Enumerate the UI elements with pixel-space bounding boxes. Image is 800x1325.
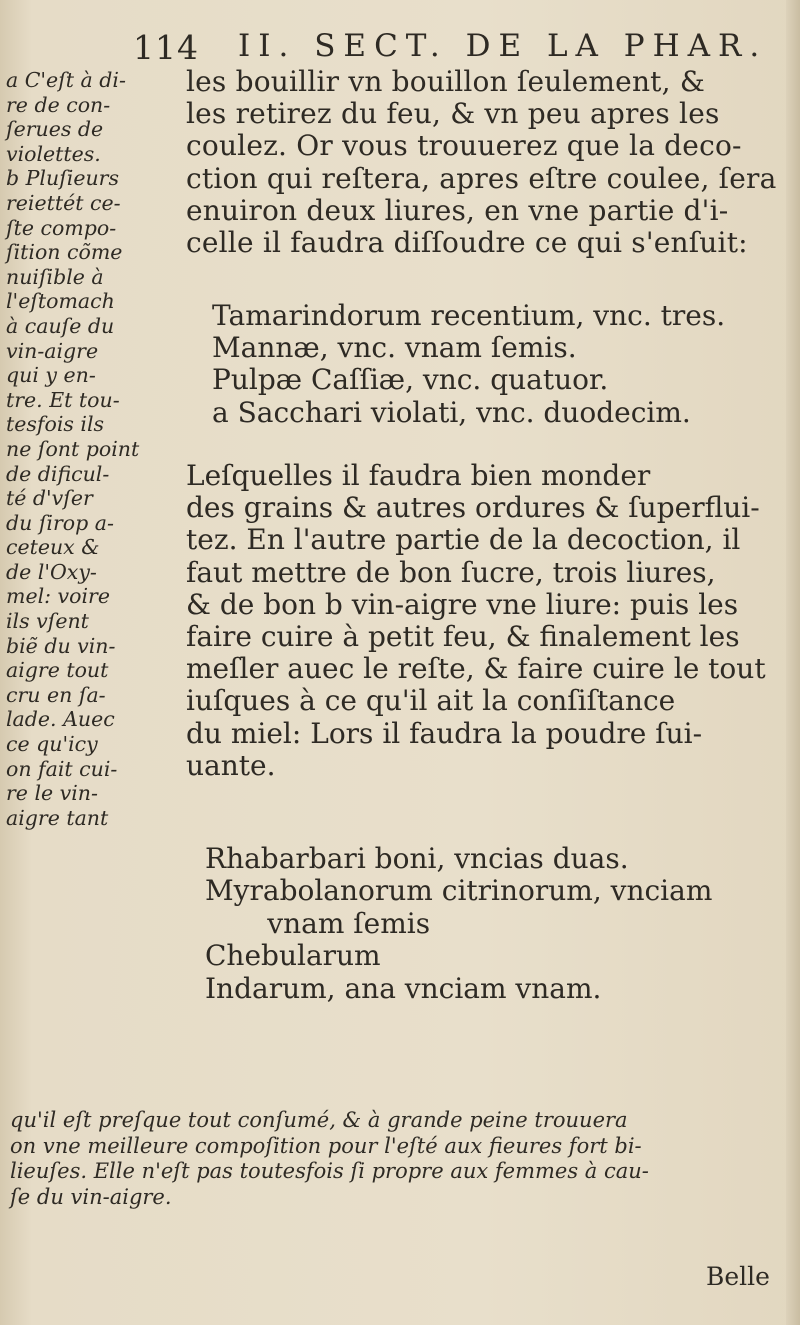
catchword: Belle <box>706 1262 770 1291</box>
page-number: 114 <box>133 28 199 67</box>
ingredient-list-1: Tamarindorum recentium, vnc. tres. Mannæ, vnc. vnam ſemis. Pulpæ Caſſiæ, vnc. quatuor. a Sacchari violati, vnc. duodecim. <box>212 299 726 429</box>
page-header <box>0 14 800 67</box>
body-paragraph-2: Leſquelles il faudra bien monder des grains & autres ordures & ſuperflui- tez. En l'autre partie de la decoction, il faut mettre de bon ſucre, trois liures, & de bon b vin-aigre vne liure: puis les faire cuire à petit feu, & finalement les meſler auec le reſte, & faire cuire le tout iuſques à ce qu'il ait la conſiſtance du miel: Lors il faudra la poudre ſui- uante. <box>186 459 766 782</box>
running-head: II. SECT. DE LA PHAR. <box>238 28 768 64</box>
footnote: qu'il eſt preſque tout conſumé, & à grande peine trouuera on vne meilleure compoſition pour l'eſté aux fieures fort bi- lieuſes. Elle n'eſt pas toutesfois ſi propre aux femmes à cau- ſe du vin-aigre. <box>10 1108 649 1209</box>
ingredient-list-2: Rhabarbari boni, vncias duas. Myrabolanorum citrinorum, vnciam vnam ſemis Chebularum Indarum, ana vnciam vnam. <box>205 842 713 1005</box>
body-paragraph-1: les bouillir vn bouillon ſeulement, & les retirez du feu, & vn peu apres les coulez. Or vous trouuerez que la deco- ction qui reſtera, apres eſtre coulee, ſera enuiron deux liures, en vne partie d'i- celle il faudra diſſoudre ce qui s'enſuit: <box>186 65 777 260</box>
margin-note: a C'eſt à di- re de con- ſerues de violettes. b Pluſieurs reiettét ce- ſte compo- ſition cõme nuiſible à l'eſtomach à cauſe du vin-aigre qui y en- tre. Et tou- tesfois ils ne ſont point de dificul- té d'vſer du ſirop a- ceteux & de l'Oxy- mel: voire ils vſent biẽ du vin- aigre tout cru en ſa- lade. Auec ce qu'icy on fait cui- re le vin- aigre tant <box>6 68 140 830</box>
